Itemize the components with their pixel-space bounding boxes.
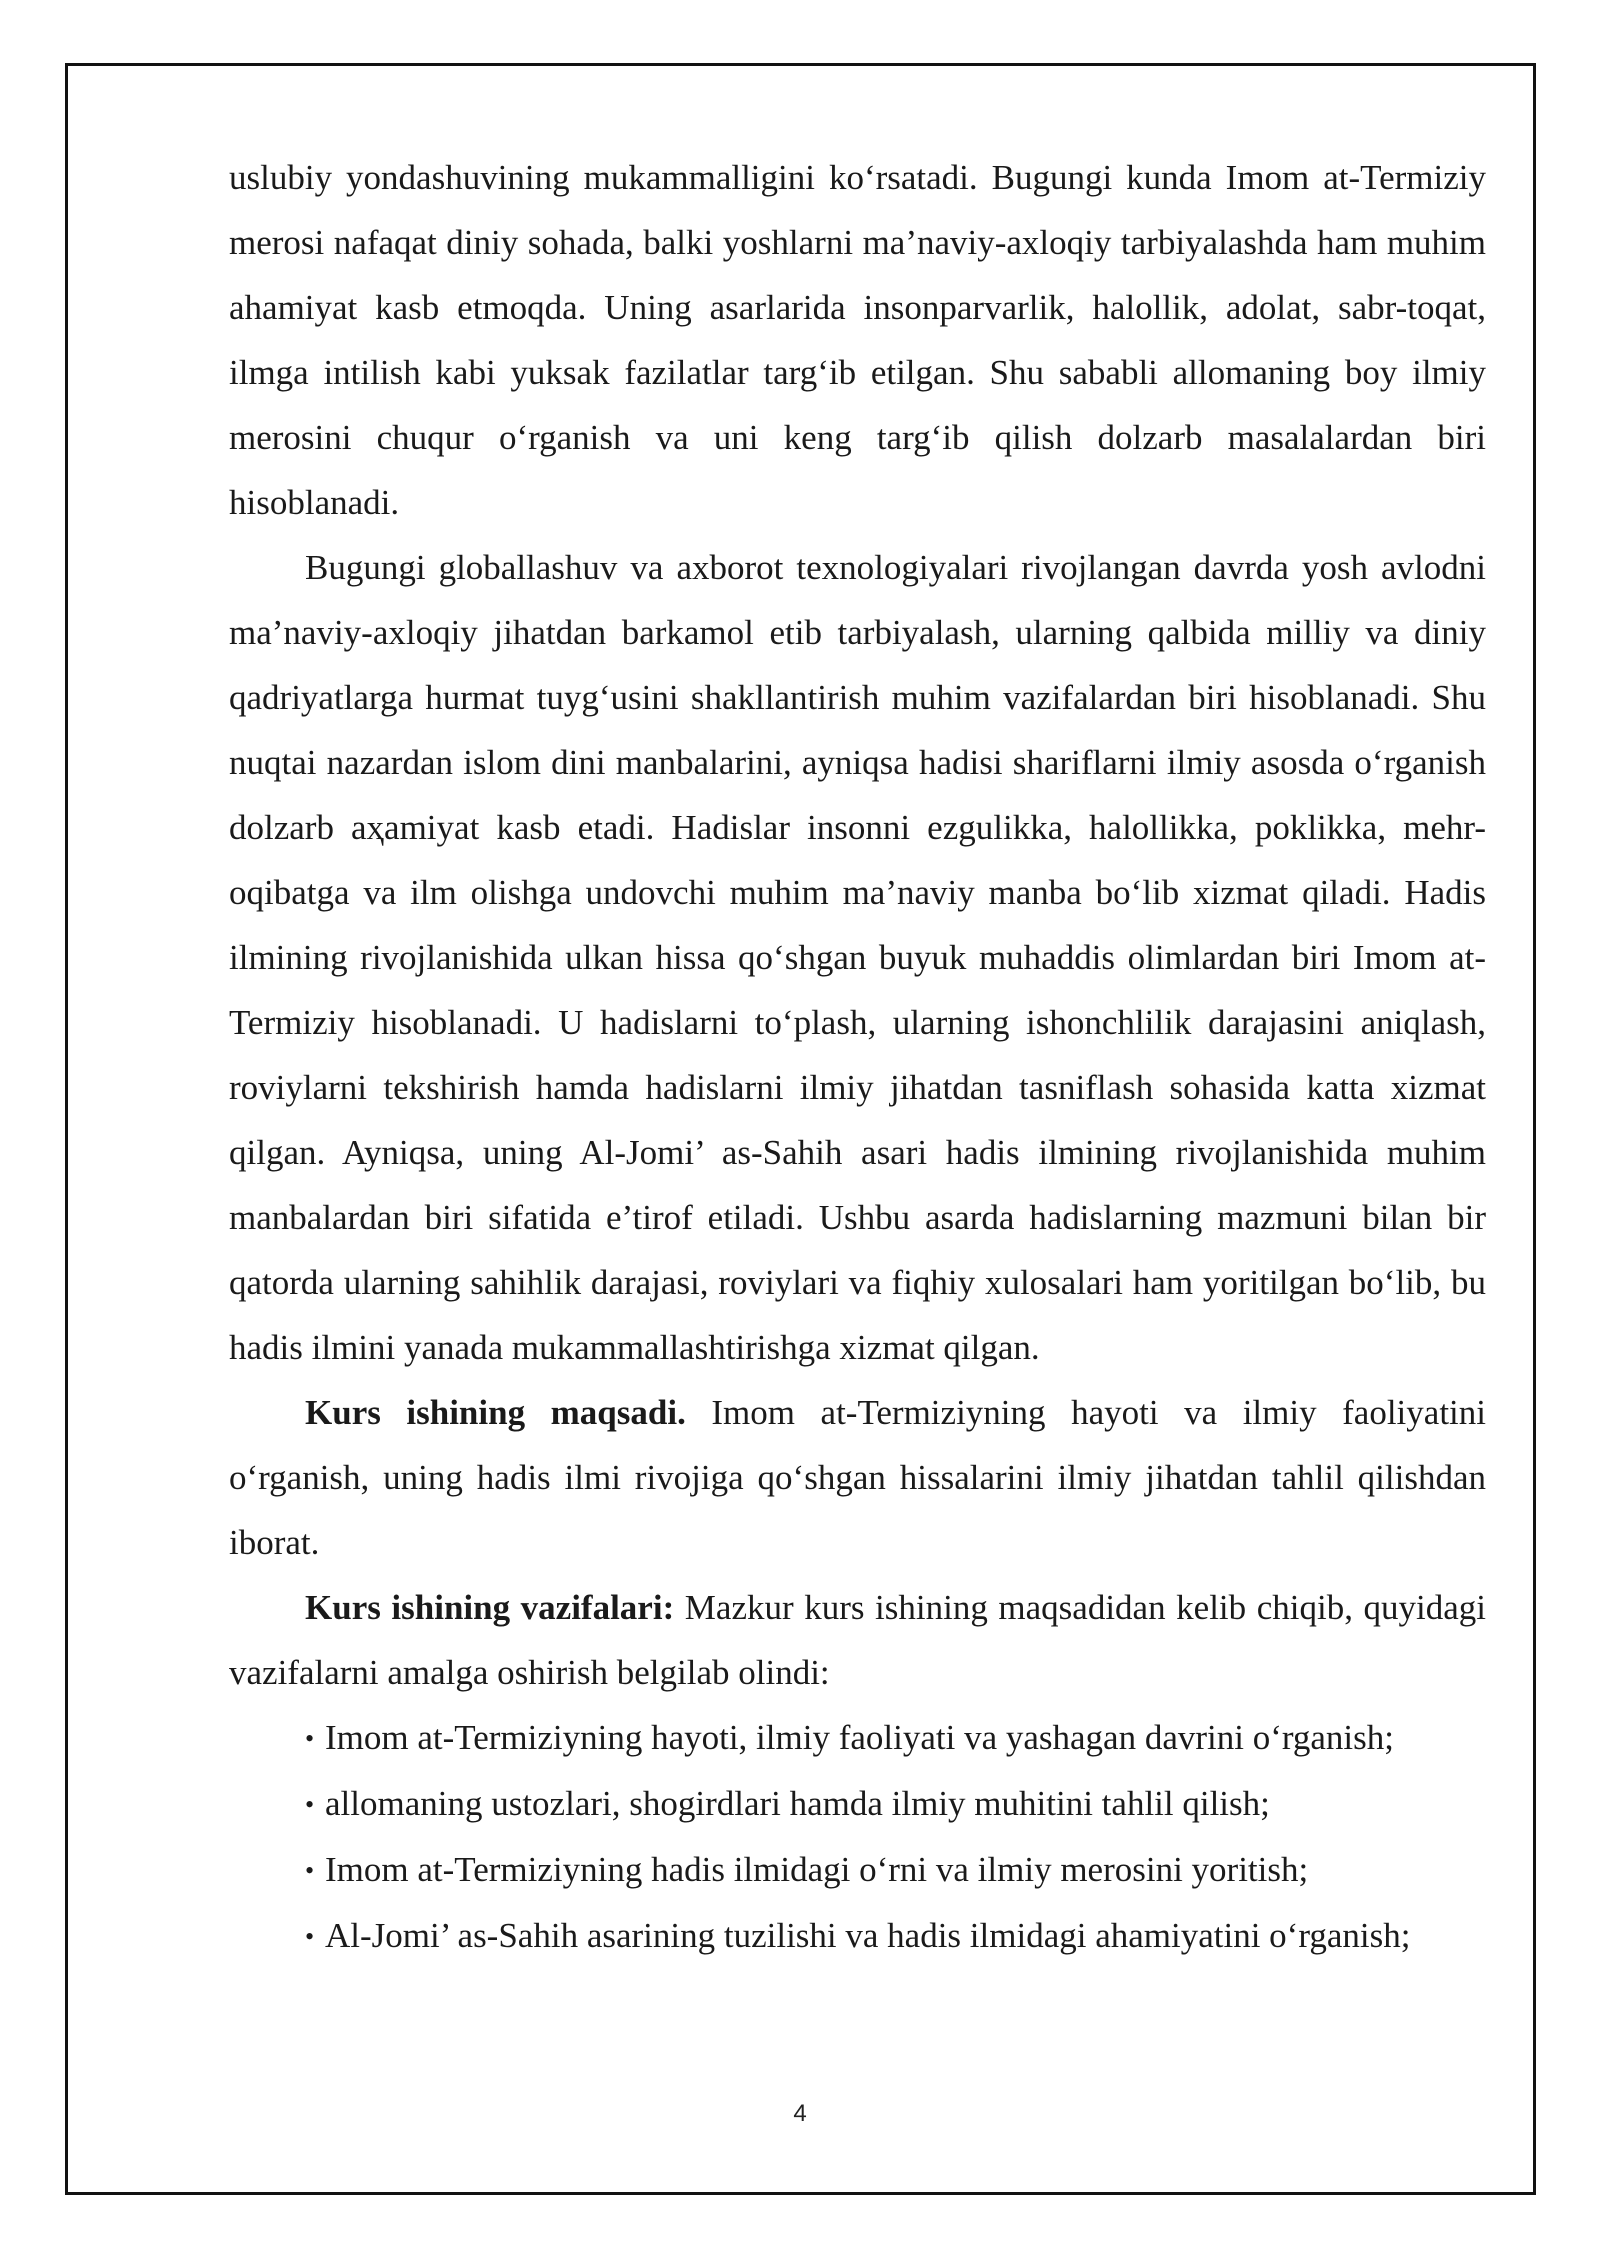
page-number: 4 <box>793 2100 807 2127</box>
list-item <box>305 1705 1486 1771</box>
list-item <box>305 1771 1486 1837</box>
goal-text: Imom at-Termiziyning hayoti va ilmiy faoliyatini o‘rganish, uning hadis ilmi rivojiga qo‘shgan hissalarini ilmiy jihatdan tahlil qilishdan iborat. <box>229 1393 1486 1562</box>
bullet-icon: • <box>305 1724 315 1753</box>
document-body <box>229 145 1486 1969</box>
tasks-text: Mazkur kurs ishining maqsadidan kelib chiqib, quyidagi vazifalarni amalga oshirish belgilab olindi: <box>229 1588 1486 1692</box>
bullet-icon: • <box>305 1922 315 1951</box>
list-item-text: Imom at-Termiziyning hadis ilmidagi o‘rni va ilmiy merosini yoritish; <box>325 1850 1309 1889</box>
list-item-text: Imom at-Termiziyning hayoti, ilmiy faoliyati va yashagan davrini o‘rganish; <box>325 1718 1395 1757</box>
bullet-icon: • <box>305 1856 315 1885</box>
list-item-text: allomaning ustozlari, shogirdlari hamda ilmiy muhitini tahlil qilish; <box>325 1784 1270 1823</box>
paragraph-goal <box>229 1380 1486 1575</box>
paragraph-intro-continuation: uslubiy yondashuvining mukammalligini ko‘rsatadi. Bugungi kunda Imom at-Termiziy merosi nafaqat diniy sohada, balki yoshlarni ma’naviy-axloqiy tarbiyalashda ham muhim ahamiyat kasb etmoqda. Uning asarlarida insonparvarlik, halollik, adolat, sabr-toqat, ilmga intilish kabi yuksak fazilatlar targ‘ib etilgan. Shu sababli allomaning boy ilmiy merosini chuqur o‘rganish va uni keng targ‘ib qilish dolzarb masalalardan biri hisoblanadi. <box>229 158 1486 522</box>
tasks-heading: Kurs ishining vazifalari: <box>305 1588 675 1627</box>
list-item-text: Al-Jomi’ as-Sahih asarining tuzilishi va hadis ilmidagi ahamiyatini o‘rganish; <box>325 1916 1411 1955</box>
bullet-icon: • <box>305 1790 315 1819</box>
tasks-list <box>229 1705 1486 1969</box>
paragraph-relevance: Bugungi globallashuv va axborot texnologiyalari rivojlangan davrda yosh avlodni ma’naviy-axloqiy jihatdan barkamol etib tarbiyalash, ularning qalbida milliy va diniy qadriyatlarga hurmat tuyg‘usini shakllantirish muhim vazifalardan biri hisoblanadi. Shu nuqtai nazardan islom dini manbalarini, ayniqsa hadisi shariflarni ilmiy asosda o‘rganish dolzarb aҳamiyat kasb etadi. Hadislar insonni ezgulikka, halollikka, poklikka, mehr-oqibatga va ilm olishga undovchi muhim ma’naviy manba bo‘lib xizmat qiladi. Hadis ilmining rivojlanishida ulkan hissa qo‘shgan buyuk muhaddis olimlardan biri Imom at-Termiziy hisoblanadi. U hadislarni to‘plash, ularning ishonchlilik darajasini aniqlash, roviylarni tekshirish hamda hadislarni ilmiy jihatdan tasniflash sohasida katta xizmat qilgan. Ayniqsa, uning Al-Jomi’ as-Sahih asari hadis ilmining rivojlanishida muhim manbalardan biri sifatida e’tirof etiladi. Ushbu asarda hadislarning mazmuni bilan bir qatorda ularning sahihlik darajasi, roviylari va fiqhiy xulosalari ham yoritilgan bo‘lib, bu hadis ilmini yanada mukammallashtirishga xizmat qilgan. <box>229 548 1486 1367</box>
list-item <box>305 1903 1486 1969</box>
goal-heading: Kurs ishining maqsadi. <box>305 1393 686 1432</box>
paragraph-tasks <box>229 1575 1486 1705</box>
list-item <box>305 1837 1486 1903</box>
